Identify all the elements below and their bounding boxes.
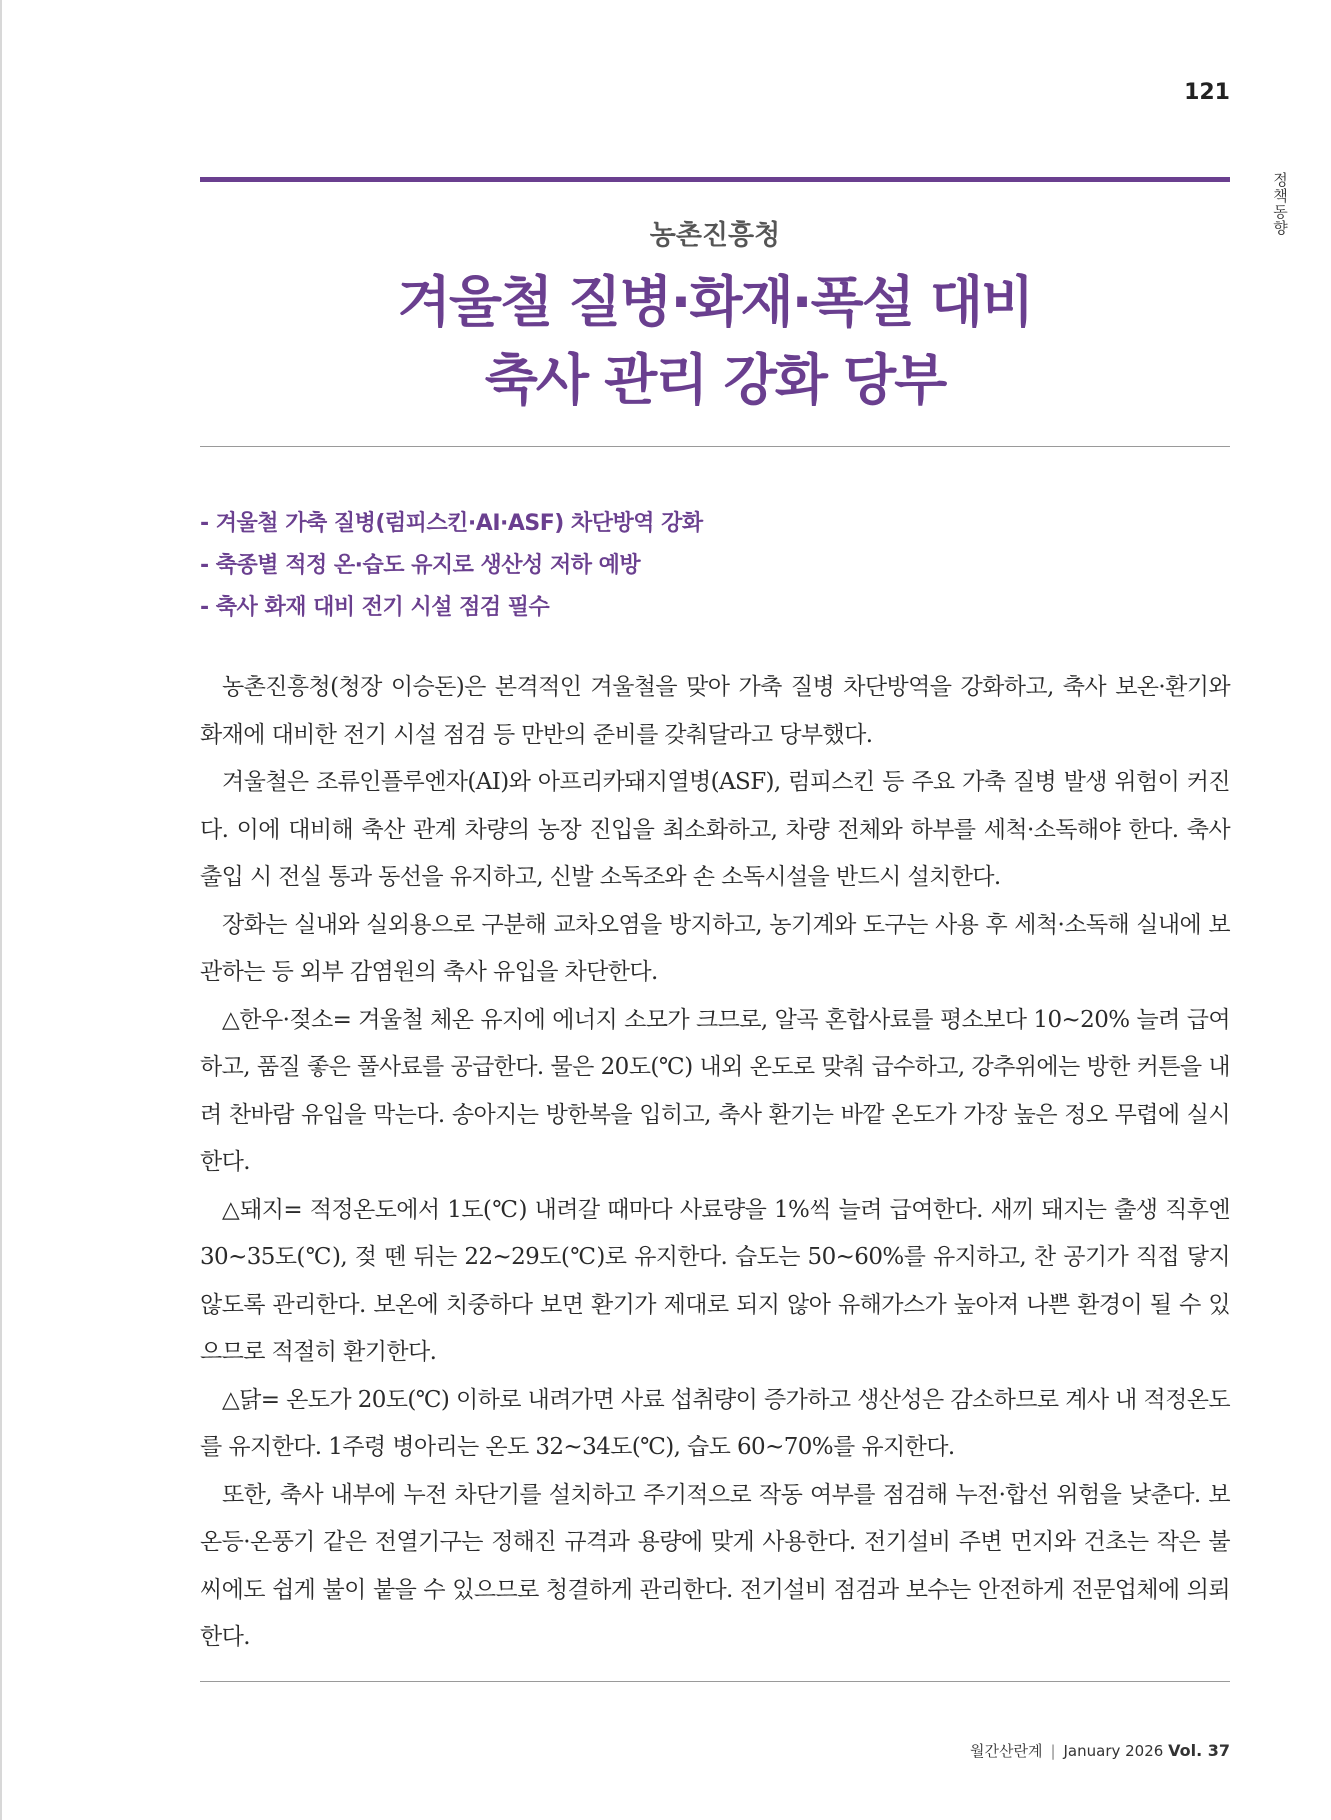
issue-date: January 2026 xyxy=(1063,1742,1164,1760)
summary-item: - 축사 화재 대비 전기 시설 점검 필수 xyxy=(200,595,550,620)
article-paragraph: 농촌진흥청(청장 이승돈)은 본격적인 겨울철을 맞아 가축 질병 차단방역을 강화하고, 축사 보온·환기와 화재에 대비한 전기 시설 점검 등 만반의 준비를 갖춰달라고 당부했다. xyxy=(200,674,1230,748)
article-paragraph: 또한, 축사 내부에 누전 차단기를 설치하고 주기적으로 작동 여부를 점검해 누전·합선 위험을 낮춘다. 보온등·온풍기 같은 전열기구는 정해진 규격과 용량에 맞게 사용한다. 전기설비 주변 먼지와 건초는 작은 불씨에도 쉽게 불이 붙을 수 있으므로 청결하게 관리한다. 전기설비 점검과 보수는 안전하게 전문업체에 의뢰한다. xyxy=(200,1481,1230,1650)
page-footer xyxy=(700,1740,1230,1761)
volume-number: Vol. 37 xyxy=(1168,1741,1230,1760)
headline-line: 겨울철 질병·화재·폭설 대비 xyxy=(397,270,1033,334)
summary-list xyxy=(200,503,1230,629)
top-accent-rule xyxy=(200,177,1230,182)
article-body xyxy=(200,664,1230,1662)
headline-line: 축사 관리 강화 당부 xyxy=(484,348,946,412)
summary-item: - 겨울철 가축 질병(럼피스킨·AI·ASF) 차단방역 강화 xyxy=(200,511,703,536)
footer-separator: | xyxy=(1050,1742,1056,1760)
page-edge xyxy=(0,0,2,1820)
agency-name: 농촌진흥청 xyxy=(649,220,781,251)
headline xyxy=(200,263,1230,419)
article-paragraph: 겨울철은 조류인플루엔자(AI)와 아프리카돼지열병(ASF), 럼피스킨 등 주요 가축 질병 발생 위험이 커진다. 이에 대비해 축산 관계 차량의 농장 진입을 최소화하고, 차량 전체와 하부를 세척·소독해야 한다. 축사 출입 시 전실 통과 동선을 유지하고, 신발 소독조와 손 소독시설을 반드시 설치한다. xyxy=(200,769,1230,890)
summary-item: - 축종별 적정 온·습도 유지로 생산성 저하 예방 xyxy=(200,553,641,578)
section-tab: 정책동향 xyxy=(1271,172,1289,236)
article-paragraph: 장화는 실내와 실외용으로 구분해 교차오염을 방지하고, 농기계와 도구는 사용 후 세척·소독해 실내에 보관하는 등 외부 감염원의 축사 유입을 차단한다. xyxy=(200,911,1230,985)
article-paragraph: △닭= 온도가 20도(℃) 이하로 내려가면 사료 섭취량이 증가하고 생산성은 감소하므로 계사 내 적정온도를 유지한다. 1주령 병아리는 온도 32~34도(℃), 습도 60~70%를 유지한다. xyxy=(200,1386,1230,1460)
footer-divider xyxy=(200,1681,1230,1682)
page-number: 121 xyxy=(1184,80,1230,105)
magazine-name: 월간산란계 xyxy=(969,1742,1043,1760)
article-paragraph: △돼지= 적정온도에서 1도(℃) 내려갈 때마다 사료량을 1%씩 늘려 급여한다. 새끼 돼지는 출생 직후엔 30~35도(℃), 젖 뗀 뒤는 22~29도(℃)로 유지한다. 습도는 50~60%를 유지하고, 찬 공기가 직접 닿지 않도록 관리한다. 보온에 치중하다 보면 환기가 제대로 되지 않아 유해가스가 높아져 나쁜 환경이 될 수 있으므로 적절히 환기한다. xyxy=(200,1196,1230,1365)
headline-divider xyxy=(200,446,1230,447)
article-paragraph: △한우·젖소= 겨울철 체온 유지에 에너지 소모가 크므로, 알곡 혼합사료를 평소보다 10~20% 늘려 급여하고, 품질 좋은 풀사료를 공급한다. 물은 20도(℃) 내외 온도로 맞춰 급수하고, 강추위에는 방한 커튼을 내려 찬바람 유입을 막는다. 송아지는 방한복을 입히고, 축사 환기는 바깥 온도가 가장 높은 정오 무렵에 실시한다. xyxy=(200,1006,1230,1175)
